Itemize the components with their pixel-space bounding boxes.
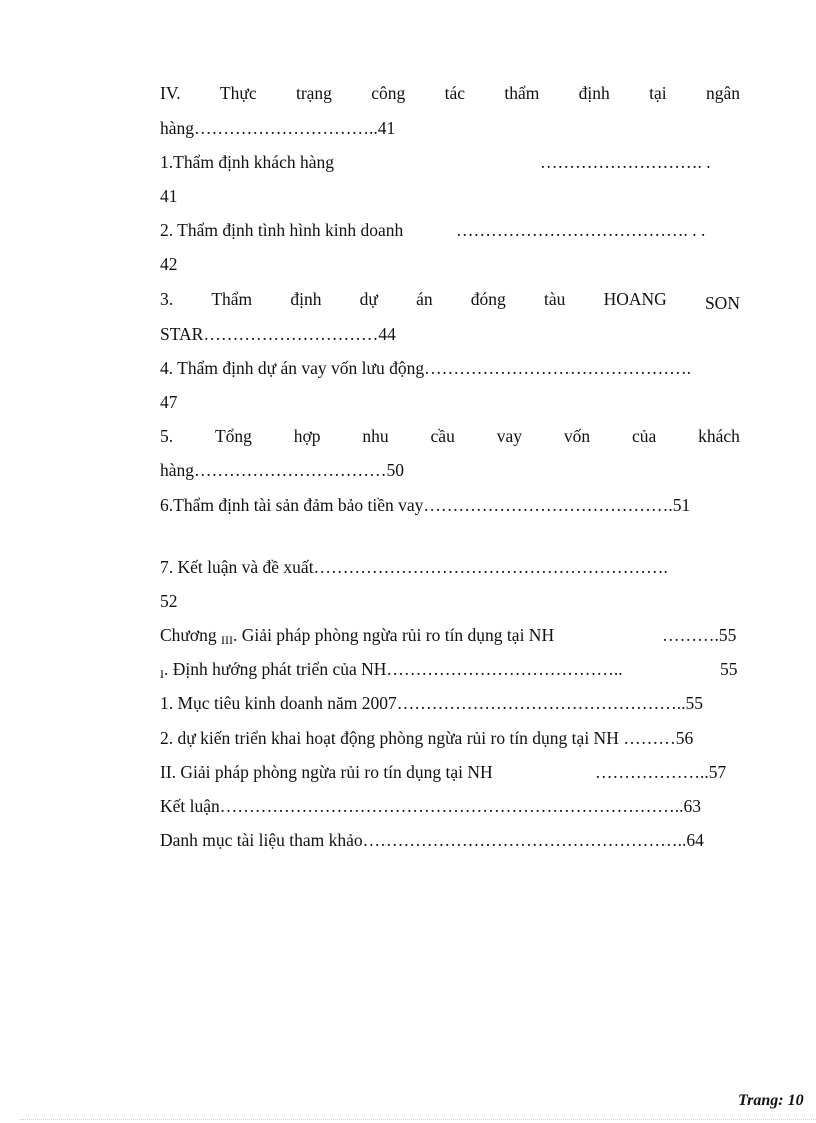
footer-dotted-rule <box>20 1119 816 1120</box>
toc-entry-6: 6.Thẩm định tài sản đảm bảo tiền vay…………………………………….51 <box>160 495 691 515</box>
toc-entry-leader: ………………..57 <box>595 762 727 782</box>
toc-entry-1 <box>160 151 740 173</box>
toc-chapter-iii: Chương III. Giải pháp phòng ngừa rủi ro tín dụng tại NH ……….55 <box>160 625 737 647</box>
toc-entry-5-continuation: hàng……………………………50 <box>160 460 405 480</box>
toc-conclusion: Kết luận……………………………………………………………………..63 <box>160 796 702 816</box>
toc-entry-2-page: 42 <box>160 254 178 274</box>
toc-entry-7-page: 52 <box>160 591 178 611</box>
toc-entry-7: 7. Kết luận và đề xuất……………………………………………………. <box>160 557 668 577</box>
toc-entry-4-page: 47 <box>160 392 178 412</box>
toc-section-i: I. Định hướng phát triển của NH………………………………….. 55 <box>160 659 738 681</box>
page-number-footer: Trang: 10 <box>738 1092 804 1109</box>
toc-entry-iv-continuation: hàng…………………………..41 <box>160 118 396 138</box>
toc-entry-iv-words: IV. Thực trạng công tác thẩm định tại ngân <box>160 83 740 103</box>
toc-entry-i-2: 2. dự kiến triển khai hoạt động phòng ngừa rủi ro tín dụng tại NH ………56 <box>160 728 694 748</box>
toc-entry-2 <box>160 219 740 241</box>
toc-entry-page: 55 <box>720 659 738 679</box>
toc-section-ii <box>160 761 740 783</box>
toc-entry-5-words: 5. Tổng hợp nhu cầu vay vốn của khách <box>160 426 740 446</box>
toc-entry-i-1: 1. Mục tiêu kinh doanh năm 2007…………………………………………..55 <box>160 693 703 713</box>
chapter-roman-numeral: III <box>221 633 234 647</box>
toc-entry-title: II. Giải pháp phòng ngừa rủi ro tín dụng tại NH <box>160 762 493 782</box>
toc-entry-1-page: 41 <box>160 186 178 206</box>
toc-entry-4: 4. Thẩm định dự án vay vốn lưu động………………………………………. <box>160 358 691 378</box>
toc-entry-leader: ……….55 <box>662 625 737 645</box>
toc-entry-3-continuation: STAR…………………………44 <box>160 324 396 344</box>
section-roman-numeral: I <box>160 667 164 681</box>
toc-entry-3-words: 3. Thẩm định dự án đóng tàu HOANG SON <box>160 289 740 313</box>
toc-entry-title: 2. Thẩm định tình hình kinh doanh <box>160 220 404 240</box>
toc-entry-leader: ………………………. . <box>540 152 711 172</box>
toc-entry-title: 1.Thẩm định khách hàng <box>160 152 334 172</box>
toc-references: Danh mục tài liệu tham khảo………………………………………………..64 <box>160 830 704 850</box>
toc-entry-leader: …………………………………. . . <box>456 220 706 240</box>
